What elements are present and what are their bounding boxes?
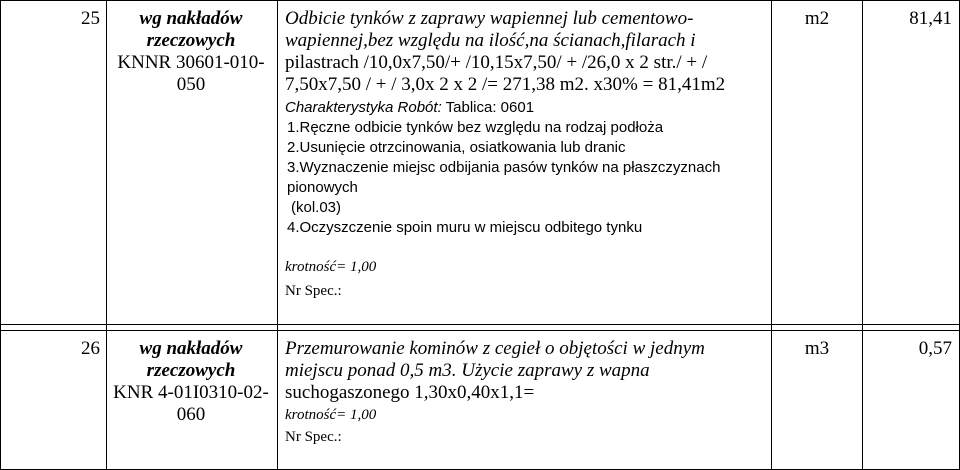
description-tail: suchogaszonego 1,30x0,40x1,1= [285, 382, 535, 403]
characteristics-label: Charakterystyka Robót: [285, 99, 442, 116]
description-main [285, 8, 765, 96]
description-tail: pilastrach /10,0x7,50/+ /10,15x7,50/ + /26,0 x 2 str./ + / 7,50x7,50 / + / 3,0x 2 x 2 /= 271,38 m2. x30% = 81,41m2 [285, 52, 726, 95]
quantity: 0,57 [918, 338, 952, 359]
spec-number: Nr Spec.: [285, 429, 342, 445]
work-items-list [285, 118, 765, 238]
row-divider-bottom [0, 330, 960, 331]
characteristics-value: Tablica: 0601 [445, 99, 535, 116]
multiplier: krotność= 1,00 [285, 259, 377, 275]
quantity: 81,41 [909, 8, 952, 29]
description-italic: Przemurowanie kominów z cegieł o objętości w jednym miejscu ponad 0,5 m3. Użycie zaprawy z wapna [285, 338, 705, 381]
spec-number: Nr Spec.: [285, 283, 342, 299]
reference-title-2: rzeczowych [146, 360, 236, 381]
table-top-border [0, 0, 960, 1]
row-divider-top [0, 324, 960, 325]
reference-cell [108, 338, 274, 426]
list-item: 4.Oczyszczenie spoin muru w miejscu odbitego tynku [287, 219, 643, 236]
reference-code: KNNR 30601-010-050 [117, 52, 265, 95]
list-item: 2.Usunięcie otrzcinowania, osiatkowania lub dranic [287, 139, 626, 156]
reference-title: wg nakładów [139, 8, 243, 29]
col-border-1 [106, 0, 107, 470]
col-border-4 [862, 0, 863, 470]
row-number: 26 [81, 338, 100, 359]
list-item: (kol.03) [291, 199, 342, 216]
list-item: 1.Ręczne odbicie tynków bez względu na rodzaj podłoża [287, 119, 664, 136]
row-number: 25 [81, 8, 100, 29]
multiplier: krotność= 1,00 [285, 407, 377, 423]
list-item: 3.Wyznaczenie miejsc odbijania pasów tynków na płaszczyznach pionowych [287, 159, 721, 196]
description-cell [285, 8, 765, 302]
col-border-2 [277, 0, 278, 470]
reference-title-2: rzeczowych [146, 30, 236, 51]
unit: m3 [804, 338, 830, 359]
description-italic: Odbicie tynków z zaprawy wapiennej lub cementowo-wapiennej,bez względu na ilość,na ścianach,filarach i [285, 8, 696, 51]
col-border-left [0, 0, 1, 470]
description-cell [285, 338, 765, 448]
unit: m2 [804, 8, 830, 29]
reference-cell [108, 8, 274, 96]
col-border-3 [771, 0, 772, 470]
description-main [285, 338, 765, 404]
characteristics-line [285, 98, 765, 118]
reference-title: wg nakładów [139, 338, 243, 359]
reference-code: KNR 4-01I0310-02-060 [113, 382, 269, 425]
